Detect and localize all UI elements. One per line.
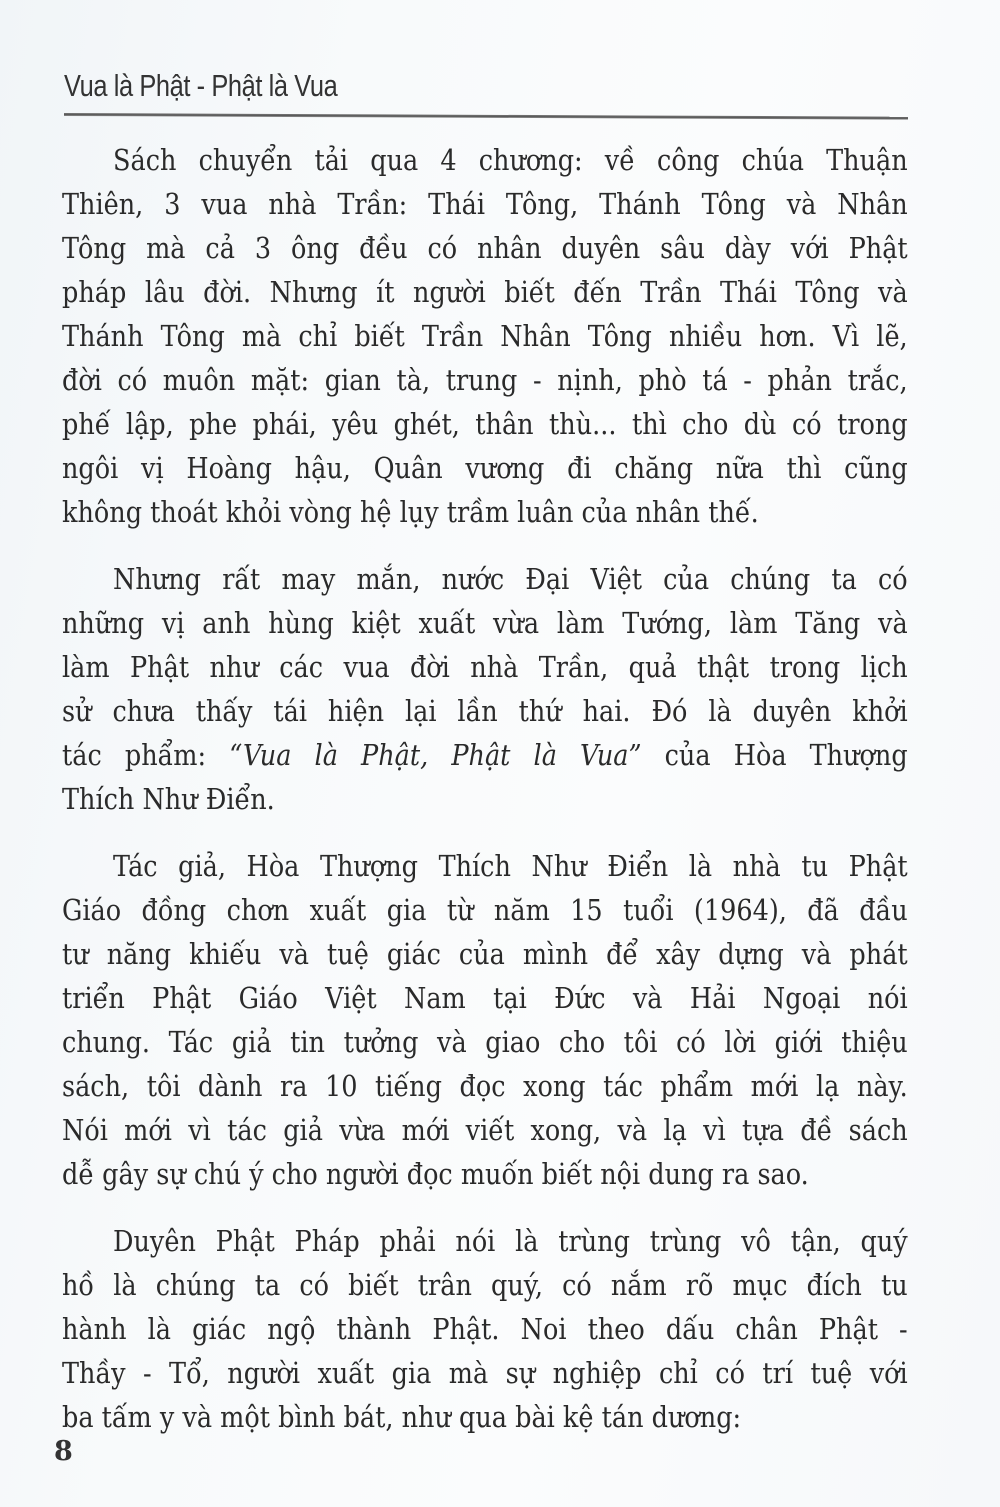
- text-line: Tác giả, Hòa Thượng Thích Như Điển là nhà tu Phật: [113, 849, 908, 883]
- text-line: Tông mà cả 3 ông đều có nhân duyên sâu dày với Phật: [62, 231, 908, 265]
- text-fragment: của Hòa Thượng: [641, 738, 908, 772]
- text-line: Thiên, 3 vua nhà Trần: Thái Tông, Thánh Tông và Nhân: [62, 187, 908, 221]
- text-line: ngôi vị Hoàng hậu, Quân vương đi chăng nữa thì cũng: [62, 451, 908, 485]
- header-rule: [64, 113, 908, 120]
- text-line: không thoát khỏi vòng hệ lụy trầm luân của nhân thế.: [62, 495, 759, 529]
- text-line: dễ gây sự chú ý cho người đọc muốn biết nội dung ra sao.: [62, 1157, 809, 1191]
- text-line: sử chưa thấy tái hiện lại lần thứ hai. Đó là duyên khởi: [62, 694, 908, 728]
- paragraph-4: [62, 1219, 908, 1439]
- text-fragment: tác phẩm:: [62, 738, 230, 772]
- text-line: Nói mới vì tác giả vừa mới viết xong, và lạ vì tựa đề sách: [62, 1113, 908, 1147]
- text-line: tư năng khiếu và tuệ giác của mình để xây dựng và phát: [62, 937, 908, 971]
- text-line: ba tấm y và một bình bát, như qua bài kệ tán dương:: [62, 1400, 742, 1434]
- text-line: Giáo đồng chơn xuất gia từ năm 15 tuổi (1964), đã đầu: [62, 893, 908, 927]
- text-line: Duyên Phật Pháp phải nói là trùng trùng vô tận, quý: [113, 1224, 908, 1258]
- text-line: [62, 733, 908, 777]
- text-line: những vị anh hùng kiệt xuất vừa làm Tướng, làm Tăng và: [62, 606, 908, 640]
- text-line: hành là giác ngộ thành Phật. Noi theo dấu chân Phật -: [62, 1312, 908, 1346]
- text-line: đời có muôn mặt: gian tà, trung - nịnh, phò tá - phản trắc,: [62, 363, 908, 397]
- text-line: Sách chuyển tải qua 4 chương: về công chúa Thuận: [113, 143, 908, 177]
- book-title-italic: “Vua là Phật, Phật là Vua”: [229, 738, 642, 772]
- text-line: Nhưng rất may mắn, nước Đại Việt của chúng ta có: [113, 562, 908, 596]
- text-line: chung. Tác giả tin tưởng và giao cho tôi có lời giới thiệu: [62, 1025, 908, 1059]
- running-header: Vua là Phật - Phật là Vua: [64, 68, 338, 103]
- page-number: 8: [54, 1436, 73, 1467]
- text-line: triển Phật Giáo Việt Nam tại Đức và Hải Ngoại nói: [62, 981, 908, 1015]
- text-line: hồ là chúng ta có biết trân quý, có nắm rõ mục đích tu: [62, 1268, 908, 1302]
- paragraph-1: [62, 138, 908, 534]
- text-line: làm Phật như các vua đời nhà Trần, quả thật trong lịch: [62, 650, 908, 684]
- paragraph-2: [62, 557, 908, 821]
- text-line: pháp lâu đời. Nhưng ít người biết đến Trần Thái Tông và: [62, 275, 908, 309]
- text-line: Thầy - Tổ, người xuất gia mà sự nghiệp chỉ có trí tuệ với: [62, 1356, 908, 1390]
- text-line: Thánh Tông mà chỉ biết Trần Nhân Tông nhiều hơn. Vì lẽ,: [62, 319, 908, 353]
- body-text: [62, 138, 908, 1462]
- paragraph-3: [62, 844, 908, 1196]
- text-line: sách, tôi dành ra 10 tiếng đọc xong tác phẩm mới lạ này.: [62, 1069, 908, 1103]
- text-line: Thích Như Điển.: [62, 782, 275, 816]
- text-line: phế lập, phe phái, yêu ghét, thân thù... thì cho dù có trong: [62, 407, 908, 441]
